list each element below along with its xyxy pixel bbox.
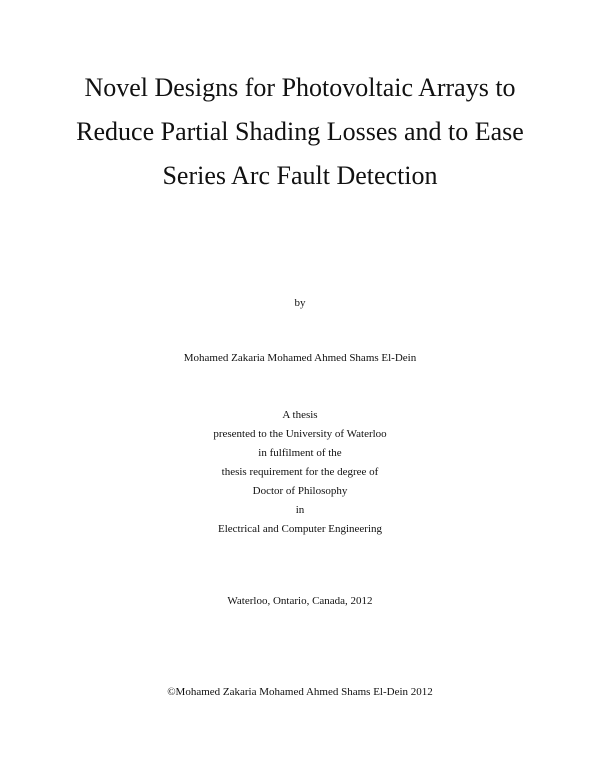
place-and-date: Waterloo, Ontario, Canada, 2012 — [227, 595, 373, 607]
author-name: Mohamed Zakaria Mohamed Ahmed Shams El-Dein — [183, 352, 417, 364]
thesis-statement-line: Doctor of Philosophy — [252, 485, 348, 497]
thesis-statement — [40, 406, 560, 539]
title-line-2: Reduce Partial Shading Losses and to Ease — [76, 117, 524, 146]
title-line-3: Series Arc Fault Detection — [162, 161, 438, 190]
copyright-notice: ©Mohamed Zakaria Mohamed Ahmed Shams El-Dein 2012 — [167, 686, 433, 698]
thesis-statement-line: in fulfilment of the — [258, 447, 342, 459]
by-label: by — [294, 297, 306, 309]
thesis-statement-line: presented to the University of Waterloo — [213, 428, 387, 440]
thesis-statement-line: in — [295, 504, 305, 516]
thesis-title — [40, 66, 560, 198]
thesis-statement-line: Electrical and Computer Engineering — [217, 523, 383, 535]
thesis-statement-line: thesis requirement for the degree of — [221, 466, 379, 478]
title-line-1: Novel Designs for Photovoltaic Arrays to — [84, 73, 516, 102]
thesis-statement-line: A thesis — [282, 409, 318, 421]
